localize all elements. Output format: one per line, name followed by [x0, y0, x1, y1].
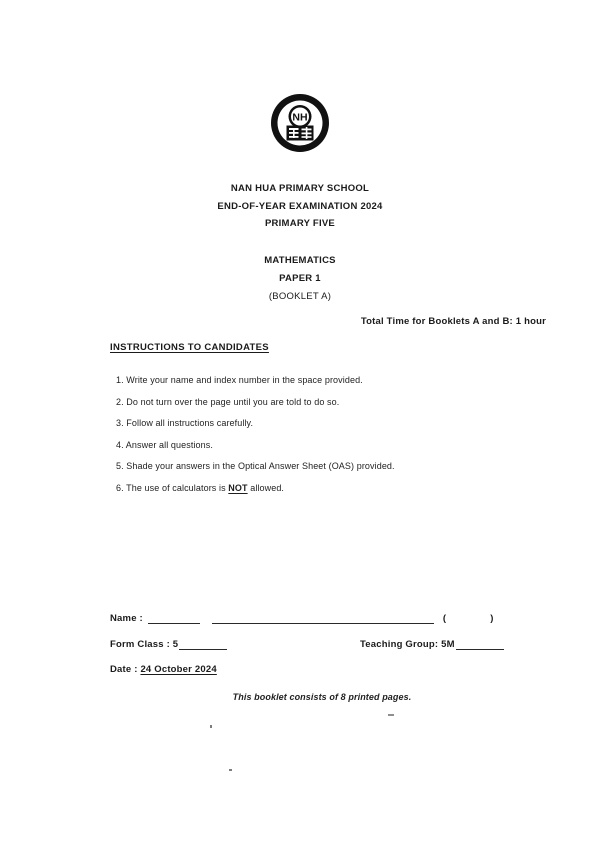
name-input-short[interactable]	[148, 614, 200, 624]
grade-level: PRIMARY FIVE	[264, 218, 336, 229]
svg-text:NH: NH	[292, 111, 308, 124]
name-input-long[interactable]	[212, 614, 434, 624]
instruction-item-2: 2. Do not turn over the page until you are told to do so.	[116, 396, 340, 407]
total-time-text: Total Time for Booklets A and B: 1 hour	[360, 316, 546, 327]
instruction-item-3: 3. Follow all instructions carefully.	[116, 418, 254, 428]
index-paren-open: (	[442, 613, 447, 624]
paper-number: PAPER 1	[279, 273, 321, 284]
name-field-row	[110, 613, 530, 624]
instructions-list	[116, 370, 516, 499]
instruction-item-6-prefix: 6. The use of calculators is	[116, 482, 229, 493]
instruction-item-1: 1. Write your name and index number in the space provided.	[116, 375, 363, 385]
name-label: Name :	[110, 613, 143, 624]
exam-title: END-OF-YEAR EXAMINATION 2024	[217, 200, 383, 212]
teaching-group-field-row	[360, 639, 504, 650]
booklet-page-count-note: This booklet consists of 8 printed pages.	[232, 692, 412, 702]
instruction-item-6	[116, 478, 516, 500]
school-name: NAN HUA PRIMARY SCHOOL	[230, 183, 370, 194]
school-crest-container	[0, 92, 600, 154]
form-class-input[interactable]	[179, 640, 227, 650]
form-class-field-row	[110, 639, 227, 650]
instruction-item-6-suffix: allowed.	[247, 482, 285, 493]
instruction-item-6-emphasis: NOT	[228, 482, 248, 493]
date-value: 24 October 2024	[140, 664, 217, 675]
instruction-item-4: 4. Answer all questions.	[116, 439, 213, 450]
form-class-label: Form Class : 5	[110, 639, 179, 650]
index-paren-close: )	[490, 613, 494, 624]
teaching-group-label: Teaching Group: 5M	[360, 639, 455, 650]
date-field-row	[110, 664, 217, 675]
exam-header	[0, 180, 600, 233]
date-label: Date :	[110, 664, 141, 675]
school-crest-icon	[269, 92, 331, 154]
scan-speck	[229, 769, 232, 771]
subject-name: MATHEMATICS	[264, 255, 336, 266]
subject-block	[0, 252, 600, 306]
instructions-heading: INSTRUCTIONS TO CANDIDATES	[110, 342, 269, 353]
scan-speck	[210, 725, 212, 728]
booklet-label: (BOOKLET A)	[268, 291, 332, 302]
scan-speck	[388, 714, 394, 716]
instruction-item-5: 5. Shade your answers in the Optical Answer Sheet (OAS) provided.	[116, 461, 395, 471]
teaching-group-input[interactable]	[456, 640, 504, 650]
